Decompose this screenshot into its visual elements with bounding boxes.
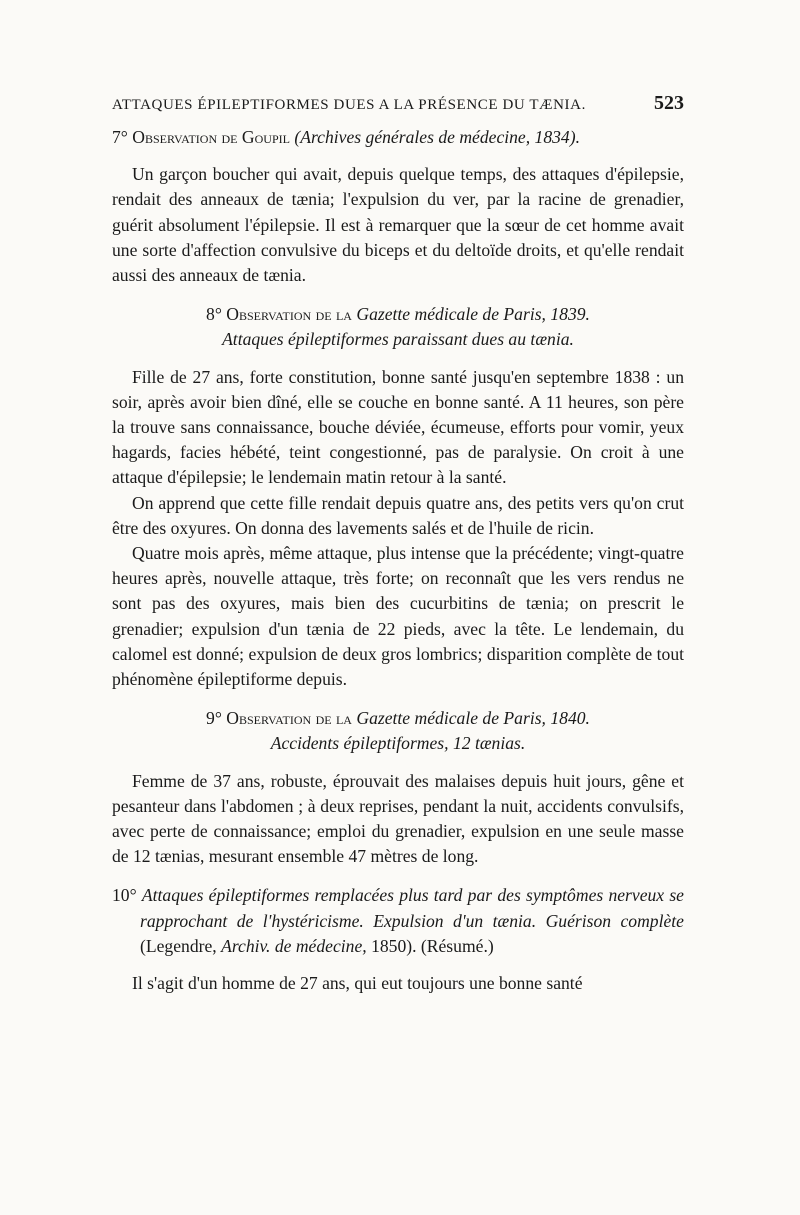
obs10-source-suffix: 1850). (Résumé.) [371,935,494,956]
obs10-source-prefix: (Legendre, [140,935,217,956]
obs8-paragraph-1: Fille de 27 ans, forte constitution, bonne santé jusqu'en septembre 1838 : un soir, après avoir bien dîné, elle se couche en bonne santé. A 11 heures, son père la trouve sans connaissance, bouche déviée, écumeuse, efforts pour vomir, yeux hagards, facies hébété, teint congestionné, pas de paralysie. On croit à une attaque d'épilepsie; le lendemain matin retour à la santé. [112,366,684,488]
obs9-subtitle-text: Accidents épileptiformes, 12 tænias. [270,733,526,754]
obs10-number: 10° [112,885,137,906]
obs8-heading [112,302,684,327]
obs7-source: (Archives générales de médecine, 1834). [294,127,580,147]
obs10-source-journal: Archiv. de médecine, [221,935,367,956]
obs8-source: Gazette médicale de Paris, 1839. [356,304,590,325]
obs7-label: Observation de Goupil [132,127,290,147]
obs8-label: Observation de la [226,304,352,325]
obs8-number: 8° [206,304,222,325]
book-page [112,92,684,996]
obs8-subtitle-text: Attaques épileptiformes paraissant dues au tænia. [222,329,574,350]
page-number: 523 [654,92,684,114]
obs9-source: Gazette médicale de Paris, 1840. [356,708,590,729]
running-header [112,92,684,115]
obs9-paragraph: Femme de 37 ans, robuste, éprouvait des malaises depuis huit jours, gêne et pesanteur dans l'abdomen ; à deux reprises, pendant la nuit, accidents convulsifs, avec perte de connaissance; emploi du grenadier, expulsion en une seule masse de 12 tænias, mesurant ensemble 47 mètres de long. [112,770,684,867]
running-title: ATTAQUES ÉPILEPTIFORMES DUES A LA PRÉSENCE DU TÆNIA. [112,97,586,113]
obs7-number: 7° [112,127,128,147]
obs7-heading [112,125,684,150]
obs10-title: Attaques épileptiformes remplacées plus tard par des symptômes nerveux se rapprochant de l'hystéricisme. Expulsion d'un tænia. Guérison complète [140,885,684,931]
obs9-label: Observation de la [226,708,352,729]
obs10-heading [112,883,684,959]
obs7-paragraph: Un garçon boucher qui avait, depuis quelque temps, des attaques d'épilepsie, rendait des anneaux de tænia; l'expulsion du ver, par la racine de grenadier, guérit absolument l'épilepsie. Il est à remarquer que la sœur de cet homme avait une sorte d'affection convulsive du biceps et du deltoïde droits, et qu'elle rendait aussi des anneaux de tænia. [112,164,684,286]
obs8-paragraph-3: Quatre mois après, même attaque, plus intense que la précédente; vingt-quatre heures après, nouvelle attaque, très forte; on reconnaît que les vers rendus ne sont pas des oxyures, mais bien des cucurbitins de tænia; on prescrit le grenadier; expulsion d'un tænia de 22 pieds, avec la tête. Le lendemain, du calomel est donné; expulsion de deux gros lombrics; disparition complète de tout phénomène épileptiforme depuis. [112,543,684,690]
obs9-heading [112,706,684,731]
obs9-number: 9° [206,708,222,729]
obs8-paragraph-2: On apprend que cette fille rendait depuis quatre ans, des petits vers qu'on crut être des oxyures. On donna des lavements salés et de l'huile de ricin. [112,492,684,538]
obs8-subtitle [112,327,684,352]
obs10-paragraph: Il s'agit d'un homme de 27 ans, qui eut toujours une bonne santé [132,973,583,994]
obs9-subtitle [112,731,684,756]
